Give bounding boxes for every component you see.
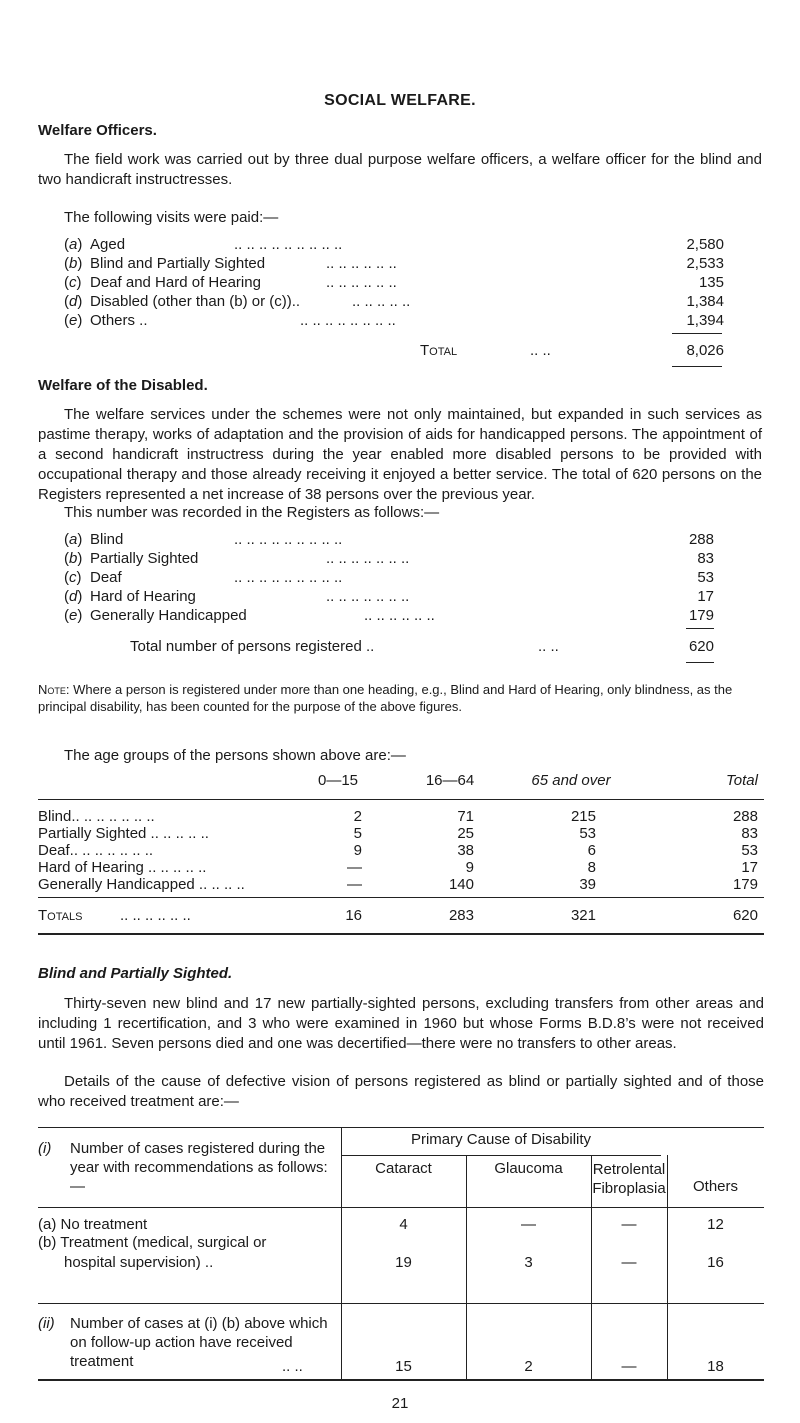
- row-b-label: (b) Treatment (medical, surgical or: [38, 1234, 267, 1251]
- row-ii-dots: .. ..: [282, 1358, 303, 1375]
- column-header: 16—64: [425, 772, 475, 789]
- welfare-officers-paragraph: The field work was carried out by three dual purpose welfare officers, a welfare officer for the blind and two handicraft instructresses.: [38, 151, 762, 188]
- divider: [38, 1379, 764, 1381]
- table-cell: 16: [707, 1254, 724, 1271]
- divider: [38, 799, 764, 800]
- age-groups-intro: The age groups of the persons shown above are:—: [64, 747, 406, 764]
- table-cell: 12: [707, 1216, 724, 1233]
- welfare-disabled-heading: Welfare of the Disabled.: [38, 377, 208, 394]
- note: Note: Where a person is registered under more than one heading, e.g., Blind and Hard of Hearing, only blindness, as the principal disability, has been counted for the purpose of the above figures.: [38, 682, 733, 714]
- registers-list: [64, 531, 714, 626]
- registers-total: Total number of persons registered .. .. .. 620: [130, 638, 714, 655]
- list-item: (b) Partially Sighted .. .. .. .. .. .. .. 83: [64, 550, 714, 567]
- table-cell: 19: [395, 1254, 412, 1271]
- divider: [686, 662, 714, 663]
- visits-total: Total .. .. 8,026: [420, 342, 724, 359]
- column-header: Total: [726, 772, 758, 789]
- cause-table: Primary Cause of Disability (i) Number of cases registered during the year with recommendations as follows:— Cataract Glaucoma Retrolental Fibroplasia Others (a) No treatment 4 — — 12 (b) Treatment (medical, surgical or hospital supervision) .. 19 3 — 16 (ii) Number of cases at (i) (b) above which on follow-up action have received treatment .. .. 15 2 — 18: [38, 1127, 764, 1387]
- blind-section-paragraph: Thirty-seven new blind and 17 new partially-sighted persons, excluding transfers from other areas and including 1 recertification, and 3 who were examined in 1960 but whose Forms B.D.8’s were not received until 1961. Seven persons died and one was decertified—there were no transfers to other areas.: [38, 995, 764, 1052]
- list-item: (e) Others .. .. .. .. .. .. .. .. .. 1,394: [64, 312, 724, 329]
- column-header: Others: [692, 1178, 738, 1195]
- divider: [686, 628, 714, 629]
- divider: [672, 366, 722, 367]
- list-item: (b) Blind and Partially Sighted .. .. .. .. .. .. 2,533: [64, 255, 724, 272]
- age-groups-table: [38, 772, 764, 924]
- list-item: (a) Blind .. .. .. .. .. .. .. .. .. 288: [64, 531, 714, 548]
- list-item: (e) Generally Handicapped .. .. .. .. .. .. 179: [64, 607, 714, 624]
- table-cell: —: [621, 1216, 637, 1233]
- column-header: 0—15: [317, 772, 359, 789]
- table-row: Hard of Hearing .. .. .. .. .. — 9 8 17: [38, 859, 758, 876]
- list-item: (c) Deaf .. .. .. .. .. .. .. .. .. 53: [64, 569, 714, 586]
- table-cell: —: [521, 1216, 536, 1233]
- list-item: (c) Deaf and Hard of Hearing .. .. .. .. .. .. 135: [64, 274, 724, 291]
- table-body: [38, 808, 764, 893]
- welfare-disabled-paragraph: The welfare services under the schemes were not only maintained, but expanded in such services as pastime therapy, works of adaptation and the provision of aids for handicapped persons. The appointment of a second handicraft instructress during the year enabled more disabled persons to be provided with occupational therapy and those already receiving it enjoyed a better service. The total of 620 persons on the Registers represented a net increase of 38 persons over the previous year.: [38, 406, 762, 503]
- blind-section-heading: Blind and Partially Sighted.: [38, 965, 233, 982]
- column-header: 65 and over: [531, 772, 611, 789]
- page-number: 21: [391, 1395, 409, 1412]
- table-cell: 2: [524, 1358, 533, 1375]
- list-item: (a) Aged .. .. .. .. .. .. .. .. .. 2,580: [64, 236, 724, 253]
- table-row: Blind.. .. .. .. .. .. .. 2 71 215 288: [38, 808, 758, 825]
- divider: [38, 1303, 764, 1304]
- divider: [38, 897, 764, 898]
- list-item: (d) Hard of Hearing .. .. .. .. .. .. .. 17: [64, 588, 714, 605]
- welfare-officers-heading: Welfare Officers.: [38, 122, 157, 139]
- column-header: Glaucoma: [494, 1160, 563, 1177]
- cause-intro-paragraph: Details of the cause of defective vision of persons registered as blind or partially sighted and of those who received treatment are:—: [38, 1073, 764, 1110]
- table-row: Partially Sighted .. .. .. .. .. 5 25 53 83: [38, 825, 758, 842]
- column-header: Retrolental Fibroplasia: [592, 1161, 666, 1197]
- column-header: Cataract: [375, 1160, 432, 1177]
- divider: [38, 933, 764, 935]
- list-item: (d) Disabled (other than (b) or (c)).. .. .. .. .. .. 1,384: [64, 293, 724, 310]
- visits-list: [64, 236, 724, 331]
- table-cell: 4: [399, 1216, 408, 1233]
- table-cell: —: [621, 1254, 637, 1271]
- row-b-label-cont: hospital supervision) ..: [64, 1254, 214, 1271]
- divider: [672, 333, 722, 334]
- divider: [38, 1207, 764, 1208]
- table-cell: 15: [395, 1358, 412, 1375]
- table-row: Generally Handicapped .. .. .. .. — 140 39 179: [38, 876, 758, 893]
- divider: [38, 1127, 764, 1128]
- table-cell: —: [621, 1358, 637, 1375]
- table-cell: 3: [524, 1254, 533, 1271]
- row-a-label: (a) No treatment: [38, 1216, 148, 1233]
- group-header: Primary Cause of Disability: [410, 1131, 592, 1148]
- table-cell: 18: [707, 1358, 724, 1375]
- visits-intro: The following visits were paid:—: [64, 209, 279, 226]
- divider: [341, 1155, 661, 1156]
- page-title: SOCIAL WELFARE.: [324, 92, 476, 109]
- registers-intro: This number was recorded in the Registers as follows:—: [64, 504, 440, 521]
- totals-row: Totals .. .. .. .. .. .. 16 283 321 620: [38, 907, 758, 924]
- table-row: Deaf.. .. .. .. .. .. .. 9 38 6 53: [38, 842, 758, 859]
